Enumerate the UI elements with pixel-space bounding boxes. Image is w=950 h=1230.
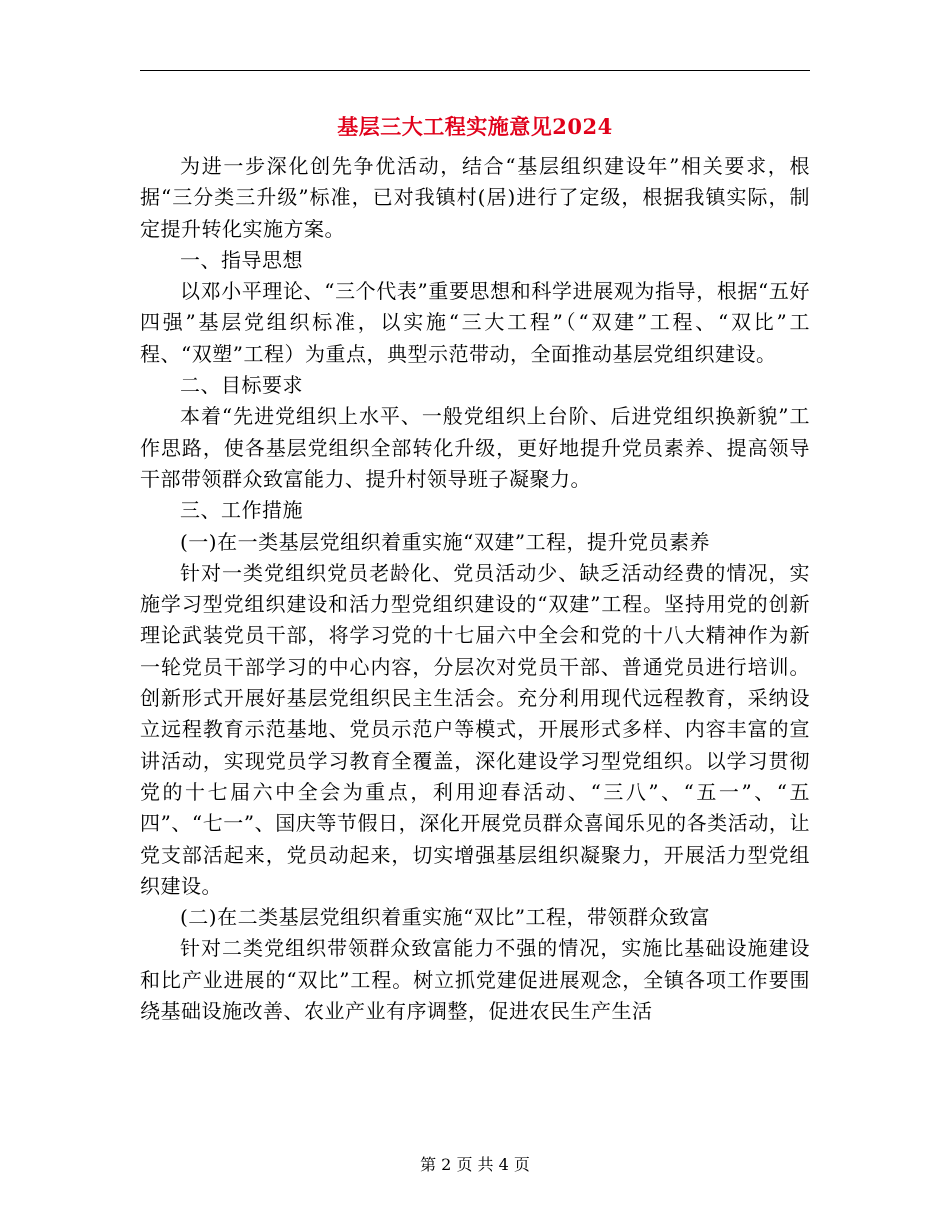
- subheading-measure-one: (一)在一类基层党组织着重实施“双建”工程，提升党员素养: [180, 529, 711, 554]
- intro-paragraph: 为进一步深化创先争优活动，结合“基层组织建设年”相关要求，根据“三分类三升级”标准，已对我镇村(居)进行了定级，根据我镇实际，制定提升转化实施方案。: [140, 154, 810, 241]
- measure-one-paragraph: 针对一类党组织党员老龄化、党员活动少、缺乏活动经费的情况，实施学习型党组织建设和活力型党组织建设的“双建”工程。坚持用党的创新理论武装党员干部，将学习党的十七届六中全会和党的十八大精神作为新一轮党员干部学习的中心内容，分层次对党员干部、普通党员进行培训。创新形式开展好基层党组织民主生活会。充分利用现代远程教育，采纳设立远程教育示范基地、党员示范户等模式，开展形式多样、内容丰富的宣讲活动，实现党员学习教育全覆盖，深化建设学习型党组织。以学习贯彻党的十七届六中全会为重点，利用迎春活动、“三八”、“五一”、“五四”、“七一”、国庆等节假日，深化开展党员群众喜闻乐见的各类活动，让党支部活起来，党员动起来，切实增强基层组织凝聚力，开展活力型党组织建设。: [140, 560, 810, 898]
- guiding-ideology-paragraph: 以邓小平理论、“三个代表”重要思想和科学进展观为指导，根据“五好四强”基层党组织标准，以实施“三大工程”（“双建”工程、“双比”工程、“双塑”工程）为重点，典型示范带动，全面推动基层党组织建设。: [140, 279, 810, 366]
- header-rule: [140, 70, 810, 71]
- subheading-measure-two: (二)在二类基层党组织着重实施“双比”工程，带领群众致富: [180, 905, 711, 930]
- section-heading-guiding-ideology: 一、指导思想: [180, 247, 303, 272]
- measure-two-paragraph: 针对二类党组织带领群众致富能力不强的情况，实施比基础设施建设和比产业进展的“双比”工程。树立抓党建促进展观念，全镇各项工作要围绕基础设施改善、农业产业有序调整，促进农民生产生活: [140, 936, 810, 1024]
- section-heading-measures: 三、工作措施: [180, 498, 303, 523]
- document-body: [140, 151, 810, 1027]
- document-title: 基层三大工程实施意见2024: [337, 114, 613, 139]
- page-footer: 第 2 页 共 4 页: [420, 1155, 530, 1174]
- goals-paragraph: 本着“先进党组织上水平、一般党组织上台阶、后进党组织换新貌”工作思路，使各基层党组织全部转化升级，更好地提升党员素养、提高领导干部带领群众致富能力、提升村领导班子凝聚力。: [140, 404, 810, 491]
- section-heading-goals: 二、目标要求: [180, 373, 303, 398]
